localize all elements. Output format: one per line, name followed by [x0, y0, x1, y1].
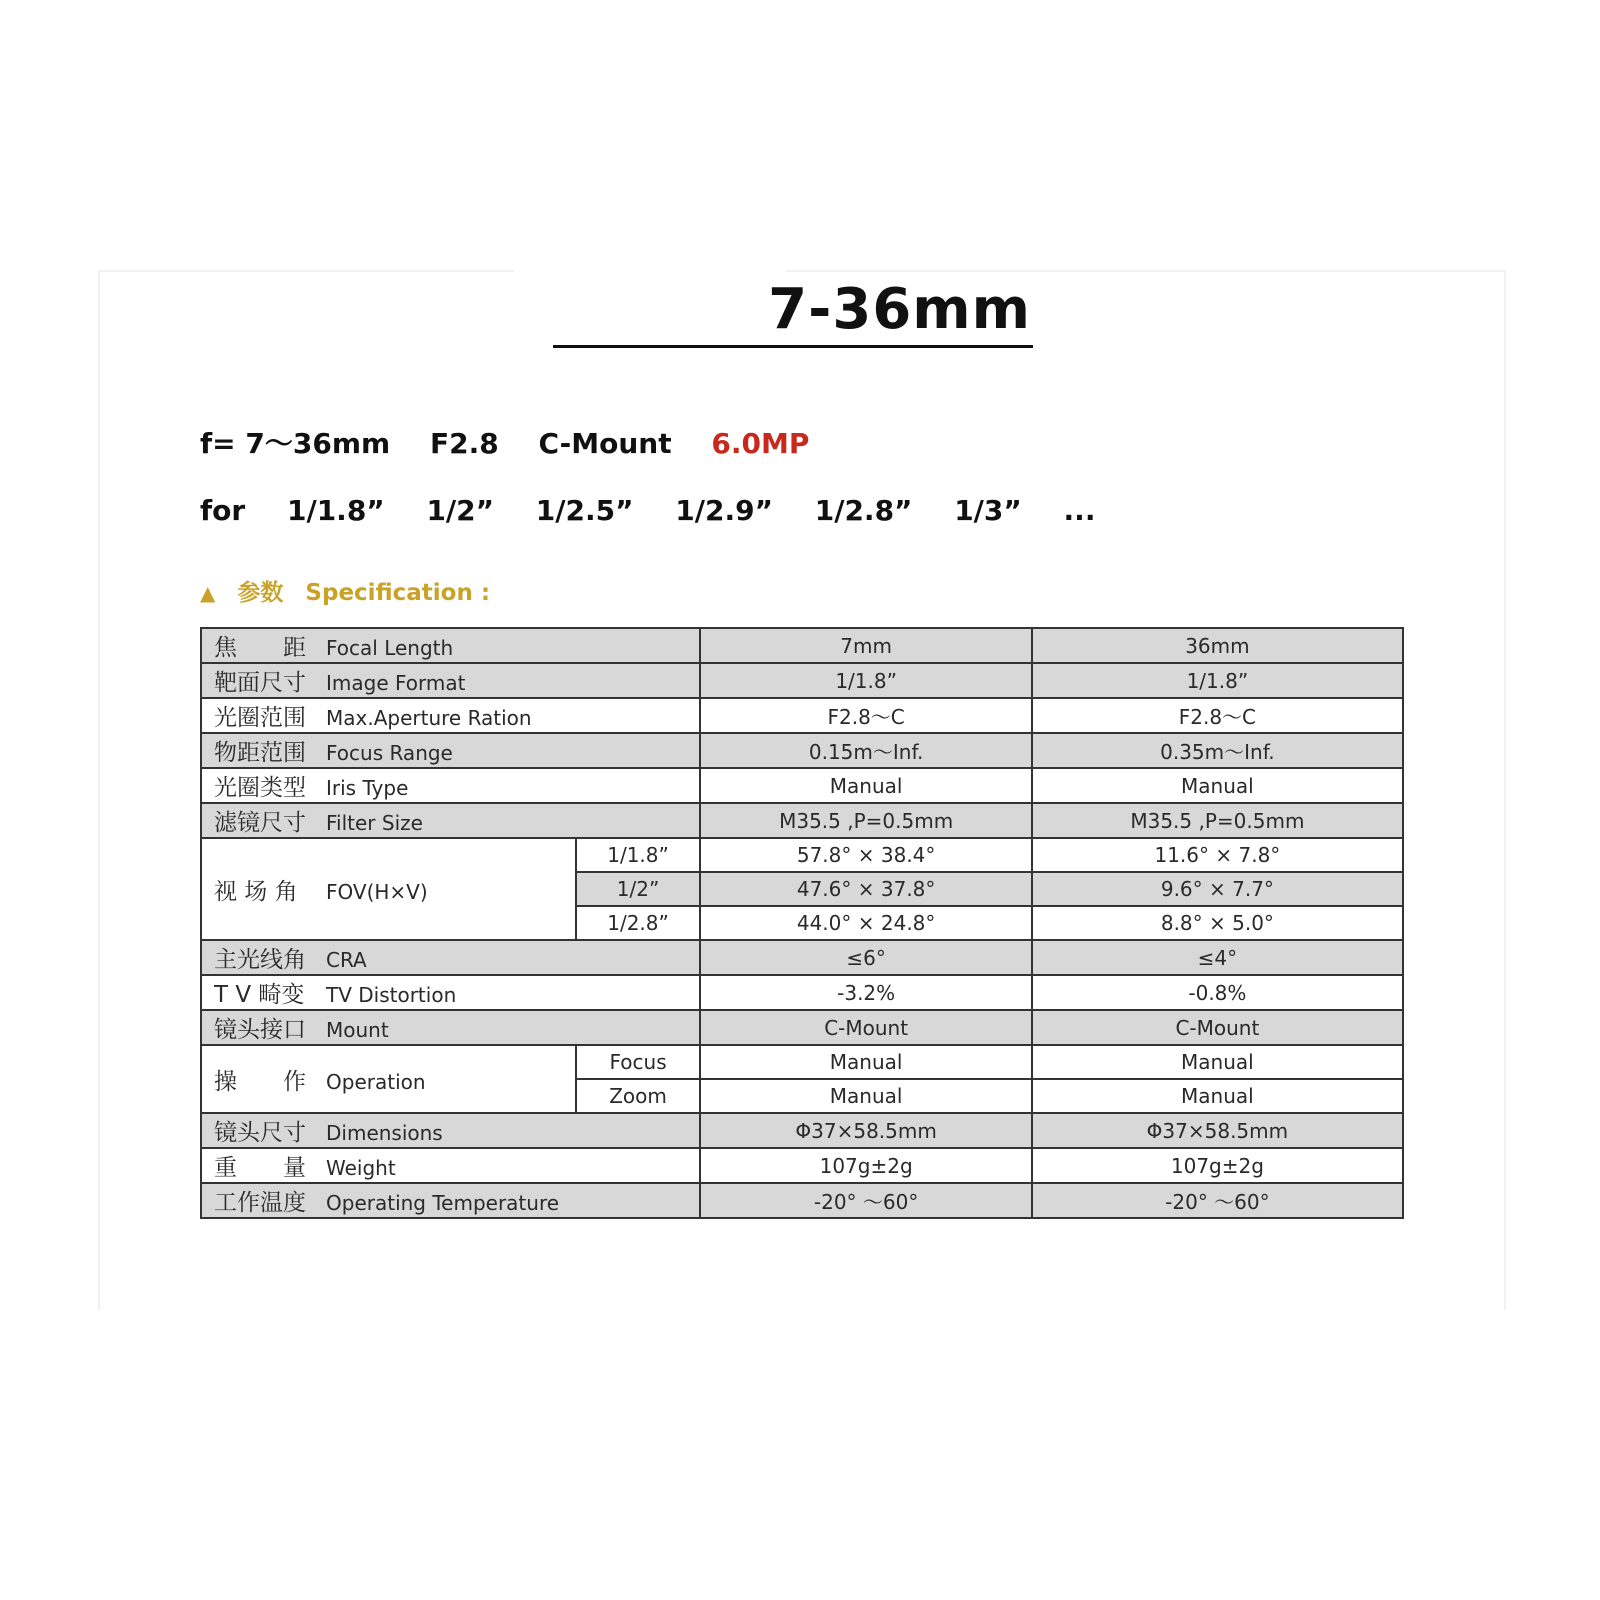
triangle-icon: ▲: [200, 581, 216, 605]
spec-heading-cn: 参数: [237, 580, 284, 606]
label-en: Max.Aperture Ration: [326, 706, 532, 730]
label-en: Filter Size: [326, 811, 423, 835]
value-7mm: C-Mount: [700, 1010, 1031, 1045]
value-36mm: 11.6° × 7.8°: [1032, 838, 1403, 872]
table-row: [201, 940, 1403, 975]
fov-format: 1/2”: [576, 872, 701, 906]
table-row: [201, 663, 1403, 698]
table-row: [201, 1183, 1403, 1218]
value-36mm: 8.8° × 5.0°: [1032, 906, 1403, 940]
row-label: [201, 975, 700, 1010]
spec-table: [200, 627, 1404, 1219]
label-en: Operation: [326, 1069, 426, 1094]
label-en: Weight: [326, 1156, 396, 1180]
value-36mm: Manual: [1032, 768, 1403, 803]
row-label: [201, 940, 700, 975]
value-7mm: 57.8° × 38.4°: [700, 838, 1031, 872]
fov-format: 1/1.8”: [576, 838, 701, 872]
table-row: [201, 803, 1403, 838]
label-en: Image Format: [326, 671, 466, 695]
value-7mm: Manual: [700, 768, 1031, 803]
row-label: [201, 733, 700, 768]
value-7mm: 7mm: [700, 628, 1031, 663]
row-label: [201, 1113, 700, 1148]
value-36mm: -0.8%: [1032, 975, 1403, 1010]
table-row: [201, 1113, 1403, 1148]
label-cn: 光圈范围: [214, 705, 306, 731]
headline-mount: C-Mount: [538, 427, 672, 460]
label-cn: 镜头接口: [214, 1017, 306, 1043]
headline-resolution: 6.0MP: [711, 427, 810, 460]
value-36mm: 36mm: [1032, 628, 1403, 663]
format-item: 1/1.8”: [286, 494, 385, 527]
label-en: TV Distortion: [326, 983, 457, 1007]
table-row: [201, 1148, 1403, 1183]
value-7mm: 107g±2g: [700, 1148, 1031, 1183]
label-en: Iris Type: [326, 776, 409, 800]
value-7mm: F2.8～C: [700, 698, 1031, 733]
value-7mm: 44.0° × 24.8°: [700, 906, 1031, 940]
value-7mm: 1/1.8”: [700, 663, 1031, 698]
table-row: [201, 628, 1403, 663]
spec-heading: [200, 574, 504, 607]
table-row: [201, 768, 1403, 803]
label-cn: 物距范围: [214, 740, 306, 766]
row-label: [201, 1010, 700, 1045]
value-36mm: 107g±2g: [1032, 1148, 1403, 1183]
row-label: [201, 1148, 700, 1183]
spec-heading-en: Specification :: [305, 580, 491, 606]
operation-type: Zoom: [576, 1079, 701, 1113]
table-row: [201, 975, 1403, 1010]
formats-prefix: for: [200, 494, 246, 527]
label-en: FOV(H×V): [326, 879, 428, 904]
frame-top-edge-left: [98, 270, 514, 272]
label-cn: 操 作: [214, 1068, 306, 1095]
row-label: [201, 838, 576, 940]
row-label: [201, 628, 700, 663]
fov-format: 1/2.8”: [576, 906, 701, 940]
label-en: CRA: [326, 948, 367, 972]
headline-specs: [200, 422, 839, 462]
value-36mm: ≤4°: [1032, 940, 1403, 975]
value-7mm: M35.5 ,P=0.5mm: [700, 803, 1031, 838]
value-36mm: F2.8～C: [1032, 698, 1403, 733]
row-label: [201, 663, 700, 698]
formats-line: [200, 494, 1127, 527]
value-36mm: 1/1.8”: [1032, 663, 1403, 698]
headline-aperture: F2.8: [429, 427, 499, 460]
value-7mm: ≤6°: [700, 940, 1031, 975]
value-7mm: -3.2%: [700, 975, 1031, 1010]
label-cn: 重 量: [214, 1155, 306, 1181]
label-en: Focus Range: [326, 741, 453, 765]
row-label: [201, 698, 700, 733]
value-7mm: -20° ～60°: [700, 1183, 1031, 1218]
format-item: 1/2.8”: [814, 494, 913, 527]
label-cn: 焦 距: [214, 635, 306, 661]
value-36mm: 9.6° × 7.7°: [1032, 872, 1403, 906]
label-cn: 视 场 角: [214, 878, 298, 905]
label-cn: 镜头尺寸: [214, 1120, 306, 1146]
row-label: [201, 768, 700, 803]
value-7mm: 0.15m～Inf.: [700, 733, 1031, 768]
label-en: Focal Length: [326, 636, 454, 660]
format-item: ...: [1063, 494, 1096, 527]
format-item: 1/2.9”: [675, 494, 773, 527]
value-7mm: Manual: [700, 1079, 1031, 1113]
label-en: Mount: [326, 1018, 389, 1042]
value-36mm: Manual: [1032, 1079, 1403, 1113]
value-7mm: Φ37×58.5mm: [700, 1113, 1031, 1148]
value-36mm: -20° ～60°: [1032, 1183, 1403, 1218]
page-title: 7-36mm: [553, 272, 1033, 348]
headline-focal: f= 7～36mm: [200, 427, 391, 460]
value-36mm: M35.5 ,P=0.5mm: [1032, 803, 1403, 838]
label-cn: 光圈类型: [214, 775, 306, 801]
table-row: [201, 698, 1403, 733]
operation-type: Focus: [576, 1045, 701, 1079]
table-row: [201, 838, 1403, 872]
label-cn: 主光线角: [214, 947, 306, 973]
format-item: 1/3”: [954, 494, 1022, 527]
label-en: Operating Temperature: [326, 1191, 560, 1215]
table-row: [201, 1010, 1403, 1045]
value-7mm: 47.6° × 37.8°: [700, 872, 1031, 906]
value-7mm: Manual: [700, 1045, 1031, 1079]
row-label: [201, 1045, 576, 1113]
table-row: [201, 733, 1403, 768]
format-item: 1/2”: [426, 494, 495, 527]
label-cn: 工作温度: [214, 1190, 306, 1216]
value-36mm: 0.35m～Inf.: [1032, 733, 1403, 768]
value-36mm: Manual: [1032, 1045, 1403, 1079]
row-label: [201, 1183, 700, 1218]
value-36mm: Φ37×58.5mm: [1032, 1113, 1403, 1148]
label-cn: 靶面尺寸: [214, 670, 306, 696]
label-cn: T V 畸变: [214, 982, 305, 1008]
value-36mm: C-Mount: [1032, 1010, 1403, 1045]
table-row: [201, 1045, 1403, 1079]
label-en: Dimensions: [326, 1121, 443, 1145]
label-cn: 滤镜尺寸: [214, 810, 306, 836]
format-item: 1/2.5”: [535, 494, 634, 527]
row-label: [201, 803, 700, 838]
